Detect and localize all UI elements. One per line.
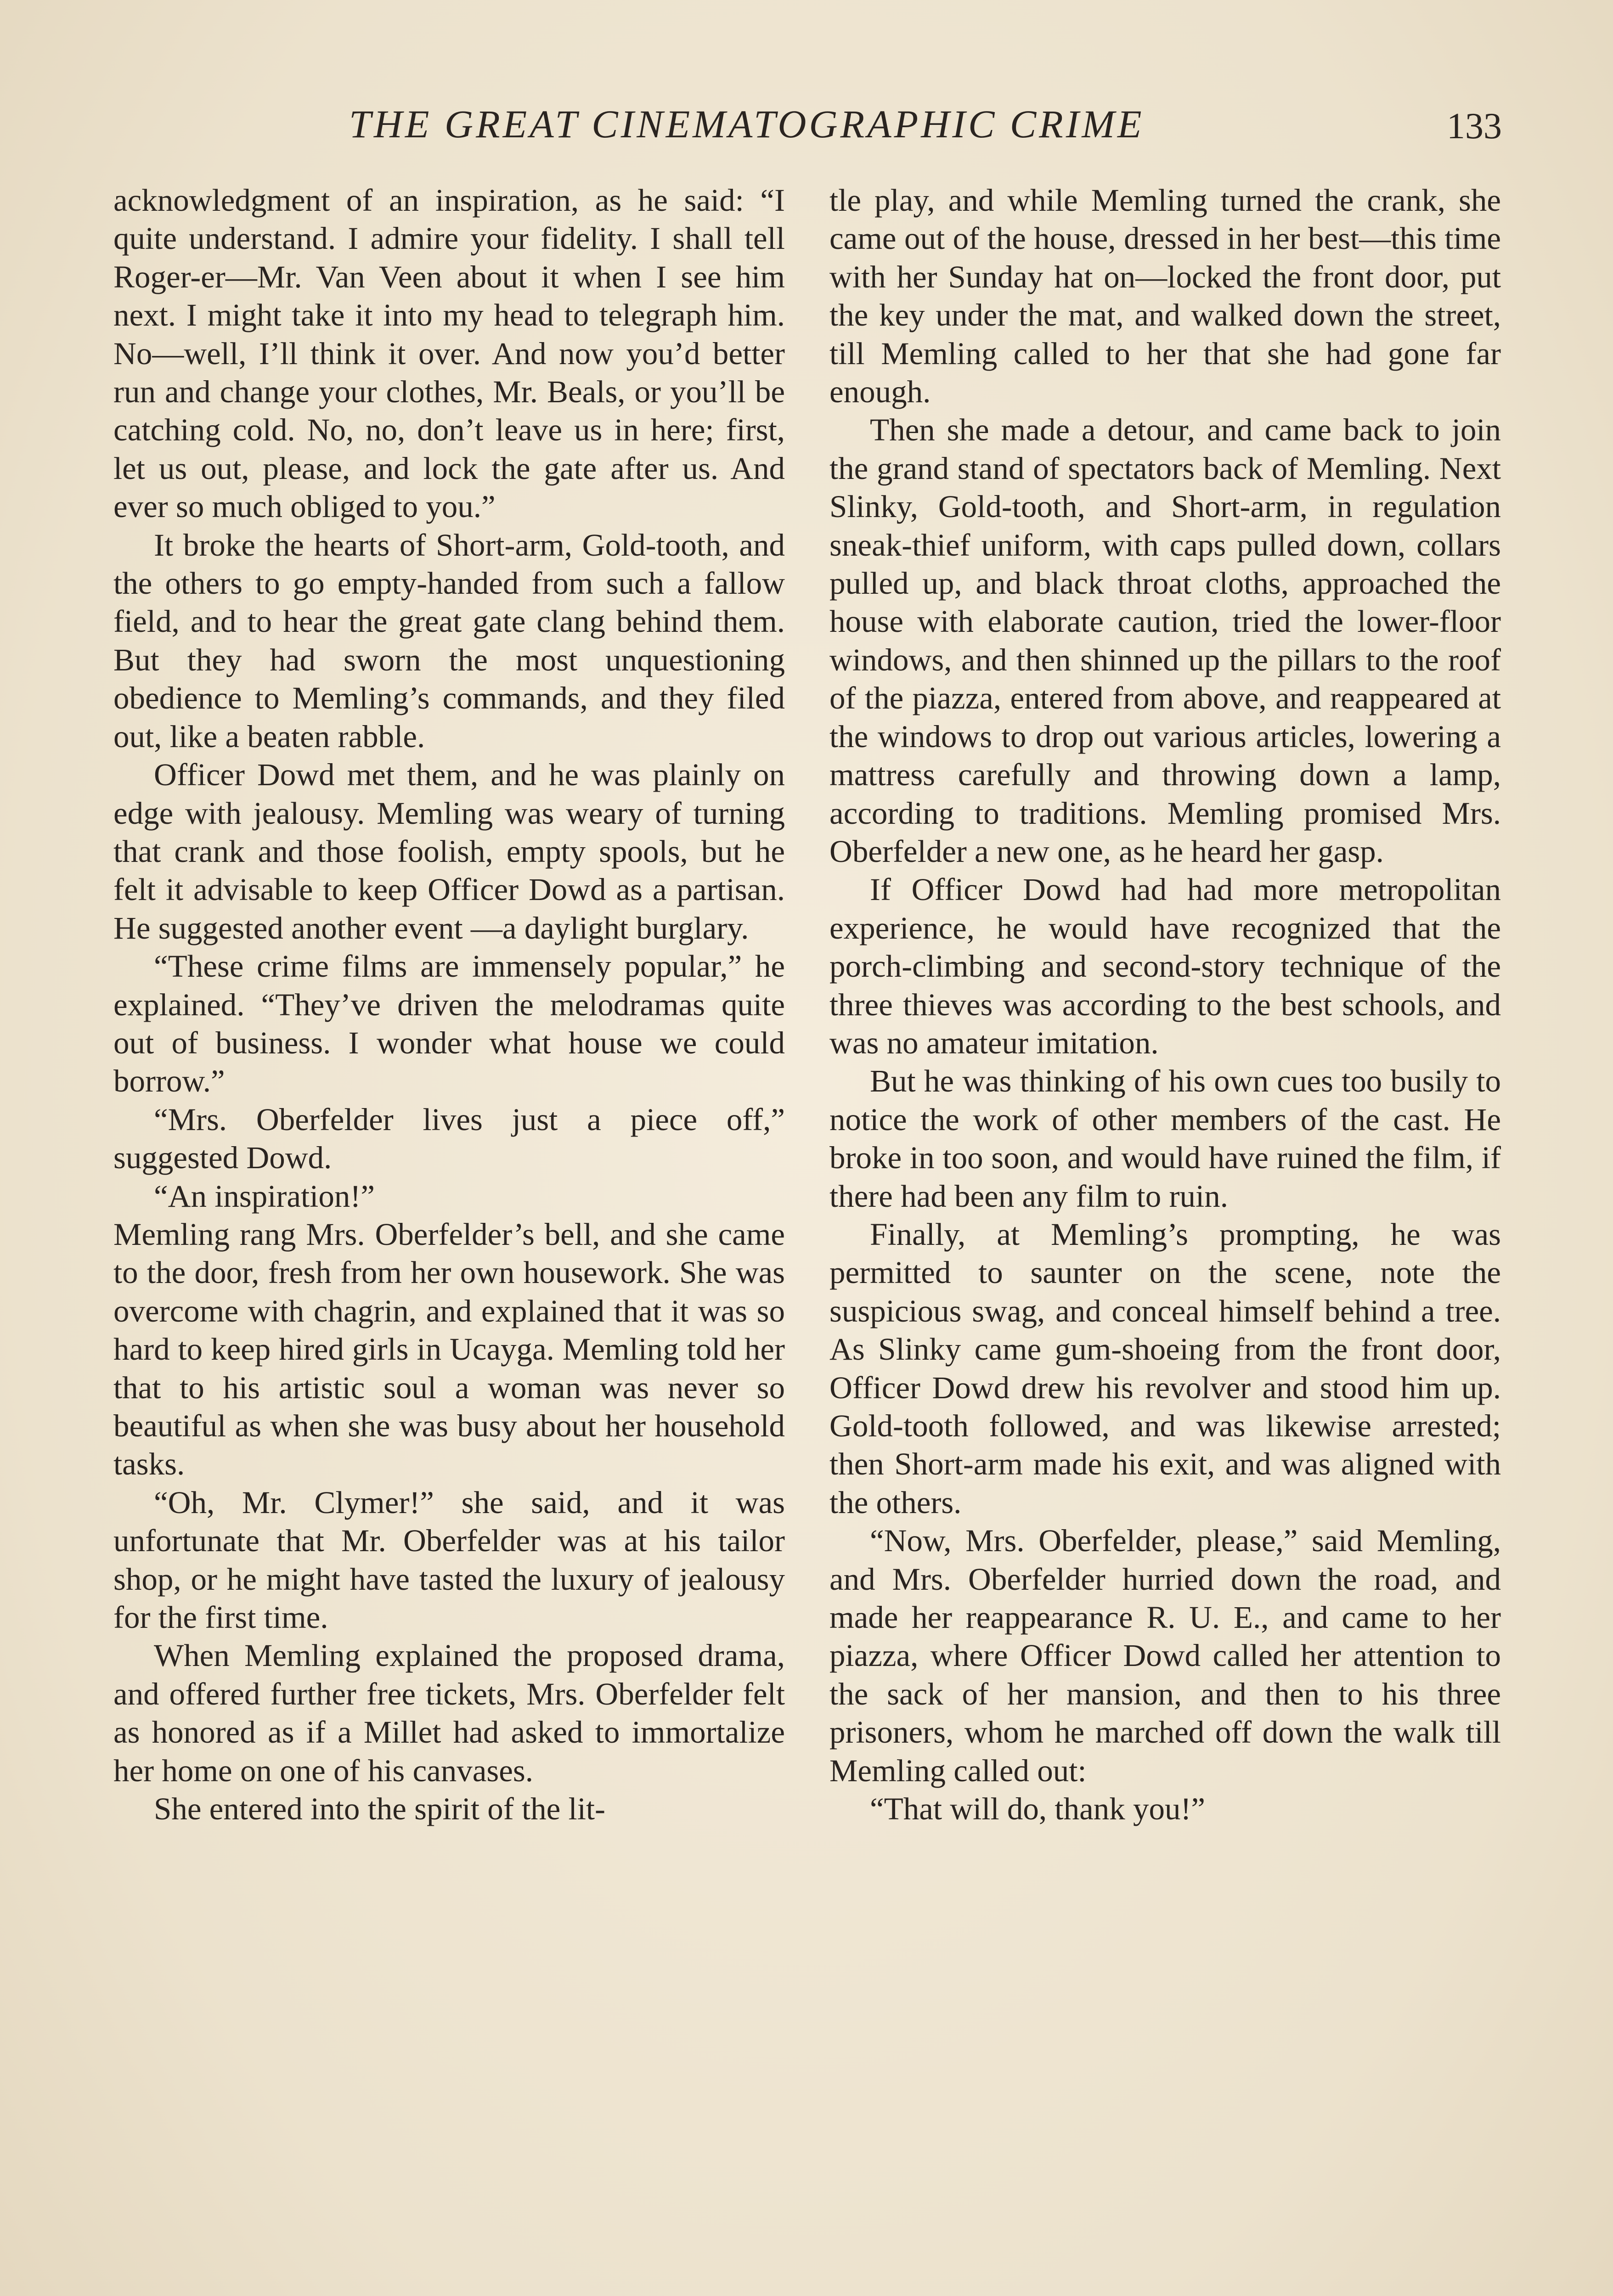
- right-column: [829, 181, 1501, 1828]
- running-head: [0, 92, 1613, 152]
- paragraph: Memling rang Mrs. Oberfelder’s bell, and she came to the door, fresh from her own housework. She was overcome with chagrin, and explained that it was so hard to keep hired girls in Ucayga. Memling told her that to his artistic soul a woman was never so beautiful as when she was busy about her household tasks.: [113, 1216, 785, 1482]
- paragraph: It broke the hearts of Short-arm, Gold-tooth, and the others to go empty-handed from such a fallow field, and to hear the great gate clang behind them. But they had sworn the most unquestioning obedience to Memling’s commands, and they filed out, like a beaten rabble.: [113, 527, 785, 754]
- paragraph: “Oh, Mr. Clymer!” she said, and it was unfortunate that Mr. Oberfelder was at his tailor shop, or he might have tasted the luxury of jealousy for the first time.: [113, 1485, 785, 1635]
- paragraph: “Now, Mrs. Oberfelder, please,” said Memling, and Mrs. Oberfelder hurried down the road, and made her reappearance R. U. E., and came to her piazza, where Officer Dowd called her attention to the sack of her mansion, and then to his three prisoners, whom he marched off down the walk till Memling called out:: [829, 1523, 1501, 1788]
- paragraph: “Mrs. Oberfelder lives just a piece off,” suggested Dowd.: [113, 1102, 785, 1176]
- paragraph: Finally, at Memling’s prompting, he was permitted to saunter on the scene, note the suspicious swag, and conceal himself behind a tree. As Slinky came gum-shoeing from the front door, Officer Dowd drew his revolver and stood him up. Gold-tooth followed, and was likewise arrested; then Short-arm made his exit, and was aligned with the others.: [829, 1216, 1501, 1520]
- paragraph: Then she made a detour, and came back to join the grand stand of spectators back of Memling. Next Slinky, Gold-tooth, and Short-arm, in regulation sneak-thief uniform, with caps pulled down, collars pulled up, and black throat cloths, approached the house with elaborate caution, tried the lower-floor windows, and then shinned up the pillars to the roof of the piazza, entered from above, and reappeared at the windows to drop out various articles, lowering a mattress carefully and throwing down a lamp, according to traditions. Memling promised Mrs. Oberfelder a new one, as he heard her gasp.: [829, 412, 1501, 869]
- paragraph: “These crime films are immensely popular,” he explained. “They’ve driven the melodramas quite out of business. I wonder what house we could borrow.”: [113, 949, 785, 1099]
- paragraph: When Memling explained the proposed drama, and offered further free tickets, Mrs. Oberfelder felt as honored as if a Millet had asked to immortalize her home on one of his canvases.: [113, 1638, 785, 1788]
- left-column: [113, 181, 785, 1828]
- paragraph: acknowledgment of an inspiration, as he said: “I quite understand. I admire your fidelity. I shall tell Roger-er—Mr. Van Veen about it when I see him next. I might take it into my head to telegraph him. No—well, I’ll think it over. And now you’d better run and change your clothes, Mr. Beals, or you’ll be catching cold. No, no, don’t leave us in here; first, let us out, please, and lock the gate after us. And ever so much obliged to you.”: [113, 183, 785, 524]
- paragraph: “An inspiration!”: [154, 1178, 375, 1214]
- paragraph: If Officer Dowd had had more metropolitan experience, he would have recognized that the porch-climbing and second-story technique of the three thieves was according to the best schools, and was no amateur imitation.: [829, 872, 1501, 1060]
- paragraph: tle play, and while Memling turned the crank, she came out of the house, dressed in her best—this time with her Sunday hat on—locked the front door, put the key under the mat, and walked down the street, till Memling called to her that she had gone far enough.: [829, 183, 1501, 410]
- paragraph: But he was thinking of his own cues too busily to notice the work of other members of the cast. He broke in too soon, and would have ruined the film, if there had been any film to ruin.: [829, 1064, 1501, 1214]
- paragraph: She entered into the spirit of the lit-: [154, 1791, 606, 1827]
- paragraph: Officer Dowd met them, and he was plainly on edge with jealousy. Memling was weary of turning that crank and those foolish, empty spools, but he felt it advisable to keep Officer Dowd as a partisan. He suggested another event —a daylight burglary.: [113, 757, 785, 945]
- page-number: 133: [1447, 106, 1502, 146]
- running-title: THE GREAT CINEMATOGRAPHIC CRIME: [349, 102, 1145, 146]
- paragraph: “That will do, thank you!”: [870, 1791, 1206, 1827]
